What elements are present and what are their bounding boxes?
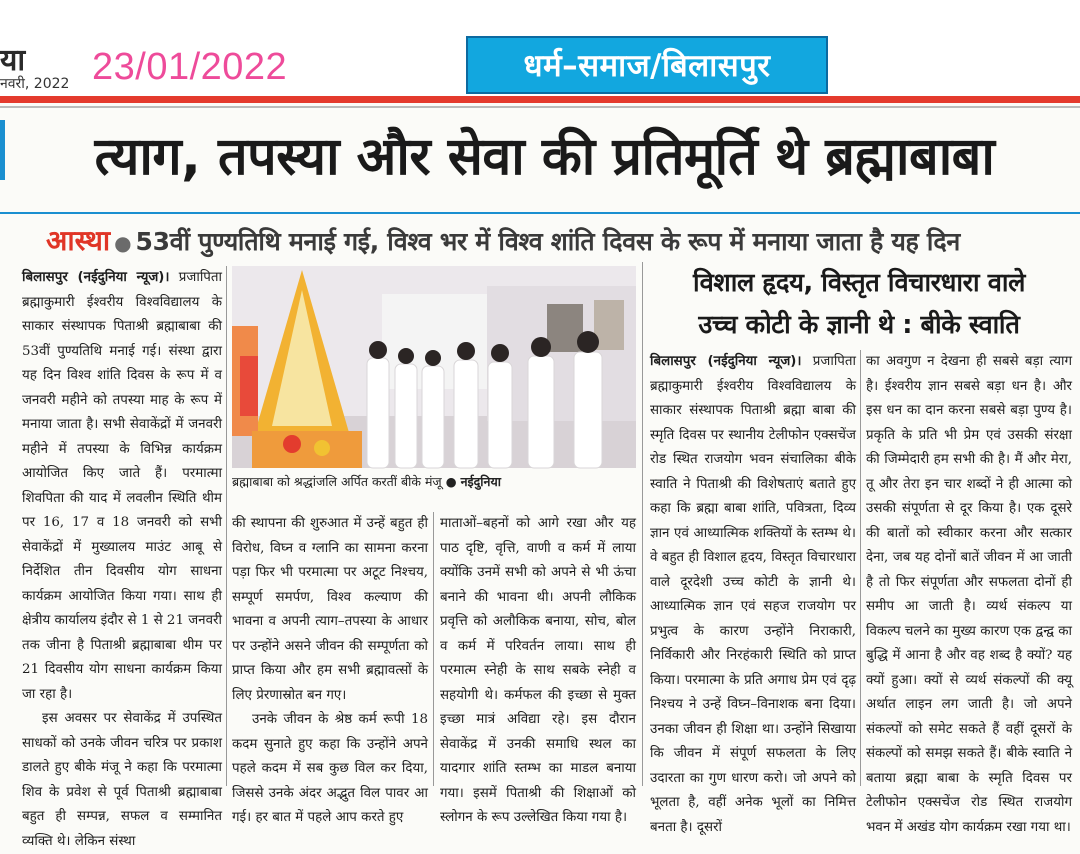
subhead-rule [0, 212, 1080, 214]
photo-credit: नईदुनिया [460, 474, 501, 489]
masthead-name: या [0, 43, 26, 78]
subhead [46, 222, 960, 264]
subhead-kicker: आस्था [46, 224, 111, 257]
story1-col2-para2: उनके जीवन के श्रेष्ठ कर्म रूपी 18 कदम सुनाते हुए कहा कि उन्होंने अपने पहले कदम में सब कुछ विल कर दिया, जिससे उनके अंदर अद्भुत विल पावर आ गई। हर बात में पहले आप करते हुए [232, 712, 428, 825]
column-divider [226, 266, 227, 786]
masthead-date: नवरी, 2022 [0, 76, 70, 92]
section-label [466, 36, 828, 94]
story1-byline: बिलासपुर (नईदुनिया न्यूज)। [22, 270, 170, 285]
margin-bar [0, 120, 5, 180]
section-label-text: धर्म–समाज/बिलासपुर [523, 48, 771, 84]
bullet-icon: ● [114, 231, 132, 255]
credit-bullet-icon: ● [445, 474, 457, 489]
column-divider [433, 512, 434, 786]
column-divider [860, 350, 861, 786]
masthead-rule [0, 96, 1080, 103]
subhead-deck: 53वीं पुण्यतिथि मनाई गई, विश्व भर में विश्व शांति दिवस के रूप में मनाया जाता है यह दिन [135, 227, 960, 256]
story1-col1-para2: इस अवसर पर सेवाकेंद्र में उपस्थित साधकों को उनके जीवन चरित्र पर प्रकाश डालते हुए बीके मंजू ने कहा कि परमात्मा शिव के प्रवेश से पूर्व पिताश्री ब्रह्माबाबा बहुत ही सम्पन्न, सफल व सम्मानित व्यक्ति थे। लेकिन संस्था [22, 711, 222, 849]
masthead-rule-thin [0, 106, 1080, 108]
news-photo [232, 266, 636, 468]
story1-column-2 [232, 512, 428, 825]
story1-column-3 [440, 512, 636, 825]
story2-col1-text: प्रजापिता ब्रह्माकुमारी ईश्वरीय विश्वविद्यालय के साकार संस्थापक पिताश्री ब्रह्मा बाबा की स्मृति दिवस पर स्थानीय टेलीफोन एक्सचेंज रोड स्थित राजयोग भवन संचालिका बीके स्वाति ने पिताश्री की विशेषताएं बताते हुए कहा कि ब्रह्मा बाबा शांति, पवित्रता, दिव्य ज्ञान एवं आध्यात्मिक शक्तियों के स्तम्भ थे। वे बहुत ही विशाल हृदय, विस्तृत विचारधारा वाले दूरदेशी उच्च कोटी के ज्ञानी थे। आध्यात्मिक ज्ञान एवं सहज राजयोग पर प्रभुत्व के कारण उन्होंने निराकारी, निर्विकारी और निरहंकारी स्थिति को प्राप्त किया। परमात्मा के प्रति अगाध प्रेम एवं दृढ़ निश्चय ने उन्हें विघ्न–विनाशक बना दिया। उनका जीवन ही शिक्षा था। उन्होंने सिखाया कि जीवन में संपूर्ण सफलता के लिए उदारता का गुण धारण करो। जो अपने को भूलता है, वहीं अनेक भूलों का निमित्त बनता है। दूसरों [650, 354, 856, 835]
story1-col1-para1: प्रजापिता ब्रह्माकुमारी ईश्वरीय विश्वविद्यालय के साकार संस्थापक पिताश्री ब्रह्माबाबा की 53वीं पुण्यतिथि मनाई गई। संस्था द्वारा यह दिन विश्व शांति दिवस के रूप में व जनवरी महीने को तपस्या माह के रूप में मनाया जाता है। सभी सेवाकेंद्रों में जनवरी महीने में तपस्या के विभिन्न कार्यक्रम आयोजित किए जाते हैं। परमात्मा शिवपिता की याद में लवलीन स्थिति थीम पर 16, 17 व 18 जनवरी को सभी सेवाकेंद्रों में मुख्यालय माउंट आबू से निर्देशित तीन दिवसीय योग साधना कार्यक्रम आयोजित किया गया। साथ ही क्षेत्रीय कार्यालय इंदौर से 1 से 21 जनवरी तक जीना है पिताश्री ब्रह्माबाबा थीम पर 21 दिवसीय योग साधना कार्यक्रम किया जा रहा है। [22, 270, 222, 702]
story2-column-2 [866, 350, 1072, 835]
stamp-date: 23/01/2022 [92, 46, 288, 88]
story2-headline-line1: विशाल हृदय, विस्तृत विचारधारा वाले [693, 268, 1025, 298]
story1-column-1 [22, 266, 222, 849]
story1-col2-para1: की स्थापना की शुरुआत में उन्हें बहुत ही विरोध, विघ्न व ग्लानि का सामना करना पड़ा फिर भी परमात्मा पर अटूट निश्चय, सम्पूर्ण समर्पण, विश्व कल्याण की भावना व अपनी त्याग–तपस्या के आधार पर उन्होंने असने जीवन की सम्पूर्णता को प्राप्त किया और हम सभी ब्रह्मावत्सों के लिए प्रेरणास्रोत बन गए। [232, 516, 428, 703]
photo-illustration [232, 266, 636, 468]
photo-caption [232, 473, 636, 493]
story1-col3-para1: माताओं–बहनों को आगे रखा और यह पाठ दृष्टि, वृत्ति, वाणी व कर्म में लाया क्योंकि उनमें सभी को अपने से भी ऊंचा बनाने की भावना थी। अपनी लौकिक प्रवृत्ति को अलौकिक बनाया, सोच, बोल व कर्म में परिवर्तन लाया। साथ ही परमात्म स्नेही के साथ सबके स्नेही व सहयोगी थे। कर्मफल की इच्छा से मुक्त इच्छा मात्रं अविद्या रहे। इस दौरान सेवाकेंद्र में उनकी समाधि स्थल का यादगार शांति स्तम्भ का माडल बनाया गया। इसमें पिताश्री की शिक्षाओं को स्लोगन के रूप उल्लेखित किया गया है। [440, 516, 636, 825]
story2-col2-text: का अवगुण न देखना ही सबसे बड़ा त्याग है। ईश्वरीय ज्ञान सबसे बड़ा धन है। और इस धन का दान करना सबसे बड़ा पुण्य है। प्रकृति के प्रति भी प्रेम एवं उसकी संरक्षा की जिम्मेदारी हम सभी की है। मैं और मेरा, तू और तेरा इन चार शब्दों ने ही आत्मा को उसकी संपूर्णता से दूर किया है। एक दूसरे की बातों को स्वीकार करना और सत्कार देना, जब यह दोनों बातें जीवन में आ जाती है तो फिर संपूर्णता और सफलता दोनों ही समीप आ जाती है। व्यर्थ संकल्प या विकल्प चलने का मुख्य कारण एक द्वन्द्व का बुद्धि में आना है और वह शब्द है क्यों? यह क्यों हुआ। क्यों से व्यर्थ संकल्पों की क्यू अर्थात लाइन लग जाती है। जो अपने संकल्पों को समेट सकते हैं वहीं दूसरों के संकल्पों को समझ सकते हैं। बीके स्वाति ने बताया ब्रह्मा बाबा के स्मृति दिवस पर टेलीफोन एक्सचेंज रोड स्थित राजयोग भवन में अखंड योग कार्यक्रम रखा गया था। [866, 354, 1072, 835]
photo-caption-text: ब्रह्माबाबा को श्रद्धांजलि अर्पित करतीं बीके मंजू [232, 474, 442, 489]
story2-byline: बिलासपुर (नईदुनिया न्यूज)। [650, 354, 802, 369]
story2-column-1 [650, 350, 856, 835]
main-headline: त्याग, तपस्या और सेवा की प्रतिमूर्ति थे ब्रह्माबाबा [94, 127, 995, 187]
story2-headline-line2: उच्च कोटी के ज्ञानी थे : बीके स्वाति [698, 310, 1020, 340]
story2-headline [640, 262, 1078, 346]
